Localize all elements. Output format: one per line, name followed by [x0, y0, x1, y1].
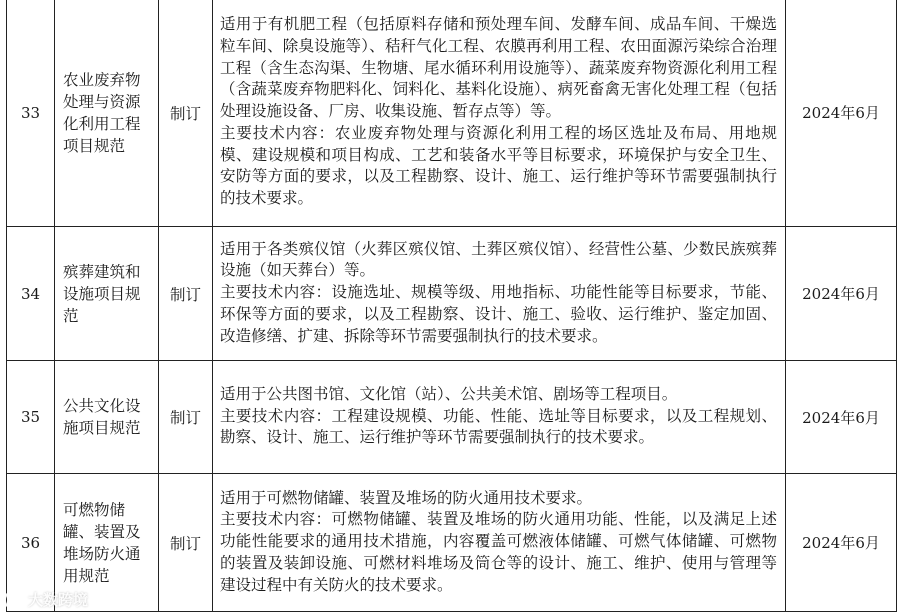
table-row — [7, 474, 897, 612]
revision-type: 制订 — [159, 0, 213, 227]
standard-description — [213, 0, 786, 227]
table-row — [7, 361, 897, 474]
completion-date: 2024年6月 — [786, 361, 897, 474]
scope-text: 适用于可燃物储罐、装置及堆场的防火通用技术要求。 — [220, 488, 593, 507]
scope-text: 适用于公共图书馆、文化馆（站）、公共美术馆、剧场等工程项目。 — [220, 384, 678, 403]
standard-description — [213, 227, 786, 361]
standard-name: 公共文化设施项目规范 — [55, 361, 159, 474]
scope-text: 适用于各类殡仪馆（火葬区殡仪馆、土葬区殡仪馆）、经营性公墓、少数民族殡葬设施（如天葬台）等。 — [220, 239, 777, 280]
completion-date: 2024年6月 — [786, 474, 897, 612]
table-row — [7, 0, 897, 227]
row-number: 33 — [7, 0, 55, 227]
row-number: 35 — [7, 361, 55, 474]
technical-content-text: 主要技术内容：可燃物储罐、装置及堆场的防火通用功能、性能，以及满足上述功能性能要求的通用技术措施，内容覆盖可燃液体储罐、可燃气体储罐、可燃物的装置及装卸设施、可燃材料堆场及筒仓等的设计、施工、维护、使用与管理等建设过程中有关防火的技术要求。 — [220, 510, 777, 594]
table-row — [7, 227, 897, 361]
technical-content-text: 主要技术内容：农业废弃物处理与资源化利用工程的场区选址及布局、用地规模、建设规模和项目构成、工艺和装备水平等目标要求，环境保护与安全卫生、安防等方面的要求，以及工程勘察、设计、施工、运行维护等环节需要强制执行的技术要求。 — [220, 123, 777, 208]
completion-date: 2024年6月 — [786, 227, 897, 361]
revision-type: 制订 — [159, 474, 213, 612]
revision-type: 制订 — [159, 361, 213, 474]
standard-name: 殡葬建筑和设施项目规范 — [55, 227, 159, 361]
watermark — [4, 589, 88, 610]
standard-name: 农业废弃物处理与资源化利用工程项目规范 — [55, 0, 159, 227]
standard-name: 可燃物储罐、装置及堆场防火通用规范 — [55, 474, 159, 612]
standard-description — [213, 361, 786, 474]
revision-type: 制订 — [159, 227, 213, 361]
watermark-text: 大数跨境 — [28, 591, 89, 609]
completion-date: 2024年6月 — [786, 0, 897, 227]
standard-description — [213, 474, 786, 612]
technical-content-text: 主要技术内容：工程建设规模、功能、性能、选址等目标要求，以及工程规划、勘察、设计、施工、运行维护等环节需要强制执行的技术要求。 — [220, 406, 777, 447]
row-number: 36 — [7, 474, 55, 612]
row-number: 34 — [7, 227, 55, 361]
watermark-logo-icon — [4, 590, 24, 610]
scope-text: 适用于有机肥工程（包括原料存储和预处理车间、发酵车间、成品车间、干燥选粒车间、除臭设施等）、秸秆气化工程、农膜再利用工程、农田面源污染综合治理工程（含生态沟渠、生物塘、尾水循环利用设施等）、蔬菜废弃物资源化利用工程（含蔬菜废弃物肥料化、饲料化、基料化设施）、病死畜禽无害化处理工程（包括处理设施设备、厂房、收集设施、暂存点等）等。 — [220, 14, 777, 121]
technical-content-text: 主要技术内容：设施选址、规模等级、用地指标、功能性能等目标要求，节能、环保等方面的要求，以及工程勘察、设计、施工、验收、运行维护、鉴定加固、改造修缮、扩建、拆除等环节需要强制执行的技术要求。 — [220, 283, 777, 345]
standards-table — [6, 0, 897, 612]
